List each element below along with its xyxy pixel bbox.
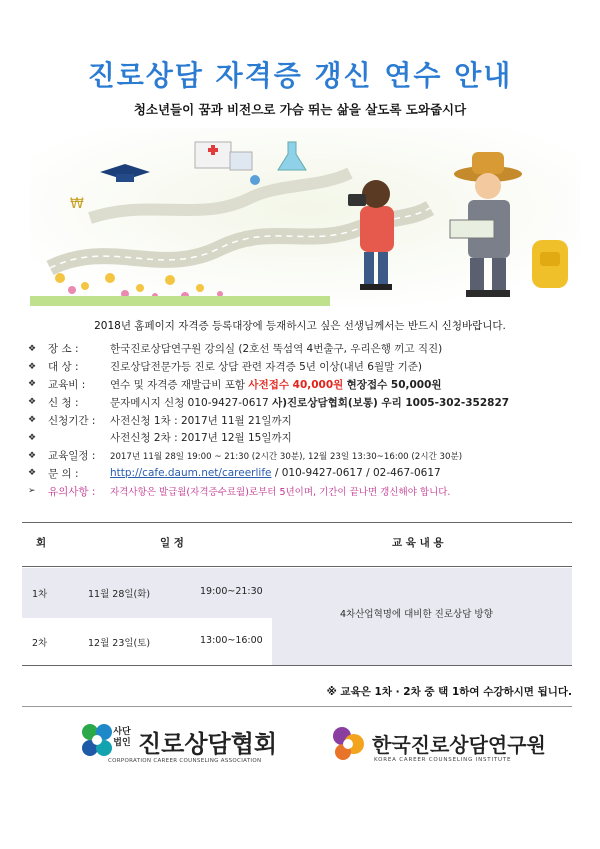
info-value: 진로상담전문가등 진로 상담 관련 자격증 5년 이상(내년 6월말 기준): [110, 361, 422, 374]
page-subtitle: 청소년들이 꿈과 비전으로 가슴 뛰는 삶을 살도록 도와줍시다: [133, 102, 467, 117]
header-date: 일 정: [160, 537, 184, 549]
info-label: 장 소 :: [48, 343, 79, 356]
info-label: 대 상 :: [48, 361, 79, 374]
info-label: 문 의 :: [48, 467, 79, 480]
info-label: 유의사항 :: [48, 485, 96, 498]
career-map-illustration: [30, 128, 580, 306]
info-period-2: [28, 429, 588, 447]
table-bottom-border: [22, 665, 572, 666]
info-value: 사전신청 1차 : 2017년 11월 21일까지: [110, 414, 292, 427]
diamond-bullet-icon: ❖: [28, 343, 37, 354]
fee-prefix: 연수 및 자격증 재발급비 포함: [110, 378, 246, 391]
row1-round: 1차: [32, 589, 48, 600]
info-value: 2017년 11월 28일 19:00 ~ 21:30 (2시간 30분), 12월 23일 13:30~16:00 (2시간 30분): [110, 451, 463, 462]
info-target: [28, 358, 588, 376]
row2-time: 13:00~16:00: [200, 635, 263, 646]
info-apply: [28, 393, 588, 411]
row2-round: 2차: [32, 638, 48, 649]
info-caution: [28, 482, 588, 500]
header-round: 회: [36, 537, 47, 549]
pre-registration-fee: 사전접수 40,000원: [248, 378, 344, 391]
schedule-table: [22, 522, 572, 666]
info-value: [110, 467, 588, 479]
row1-date: 11월 28일(화): [88, 589, 151, 600]
info-fee: [28, 376, 588, 394]
svg-text:₩: ₩: [70, 196, 84, 212]
apply-method: 문자메시지 신청 010-9427-0617: [110, 396, 269, 409]
bank-account: 사)진로상담협회(보통) 우리 1005-302-352827: [272, 396, 510, 409]
association-logo: [80, 716, 320, 772]
info-period-1: [28, 411, 588, 429]
diamond-bullet-icon: ❖: [28, 379, 37, 390]
institute-emblem-icon: [330, 722, 368, 766]
divider: [22, 706, 572, 707]
info-schedule: [28, 447, 588, 465]
row1-time: 19:00~21:30: [200, 586, 263, 597]
info-value: 한국진로상담연구원 강의실 (2호선 뚝섬역 4번출구, 우리은행 끼고 직진): [110, 343, 443, 356]
table-content: 4차산업혁명에 대비한 진로상담 방향: [340, 609, 493, 620]
institute-name: 한국진로상담연구원: [372, 733, 546, 757]
diamond-bullet-icon: ❖: [28, 361, 37, 372]
info-value: [110, 395, 588, 410]
info-list: [28, 340, 588, 500]
association-tag: 사단법인: [113, 727, 131, 748]
association-subtitle: CORPORATION CAREER COUNSELING ASSOCIATION: [108, 758, 262, 764]
info-contact: [28, 465, 588, 483]
contact-phones: / 010-9427-0617 / 02-467-0617: [274, 467, 441, 480]
table-top-border: [22, 522, 572, 523]
page-title: 진로상담 자격증 갱신 연수 안내: [87, 59, 513, 92]
diamond-bullet-icon: ❖: [28, 415, 37, 426]
association-name: 진로상담협회: [138, 730, 278, 758]
registration-notice: 2018년 홈페이지 자격증 등록대장에 등재하시고 싶은 선생님께서는 반드시 신청바랍니다.: [94, 320, 506, 332]
info-place: [28, 340, 588, 358]
header-content: 교 육 내 용: [392, 537, 444, 549]
diamond-bullet-icon: ❖: [28, 432, 37, 443]
institute-subtitle: KOREA CAREER COUNSELING INSTITUTE: [374, 757, 512, 763]
onsite-fee: 현장접수 50,000원: [346, 378, 442, 391]
row2-date: 12월 23일(토): [88, 638, 151, 649]
diamond-bullet-icon: ❖: [28, 468, 37, 479]
info-label: 교육비 :: [48, 378, 86, 391]
header-divider: [22, 566, 572, 567]
info-value: 자격사항은 발급월(자격증수료월)로부터 5년이며, 기간이 끝나면 갱신해야 합니다.: [110, 487, 451, 499]
info-value: [110, 377, 588, 392]
info-label: 교육일정 :: [48, 450, 96, 463]
info-label: 신청기간 :: [48, 414, 96, 427]
diamond-bullet-icon: ❖: [28, 397, 37, 408]
footnote: ※ 교육은 1차 · 2차 중 택 1하여 수강하시면 됩니다.: [326, 686, 572, 698]
info-label: 신 청 :: [48, 396, 79, 409]
institute-logo: [330, 716, 560, 772]
cafe-link[interactable]: http://cafe.daum.net/careerlife: [110, 467, 272, 480]
diamond-bullet-icon: ❖: [28, 450, 37, 461]
info-value: 사전신청 2차 : 2017년 12월 15일까지: [110, 432, 292, 445]
arrow-bullet-icon: ➢: [28, 486, 36, 497]
